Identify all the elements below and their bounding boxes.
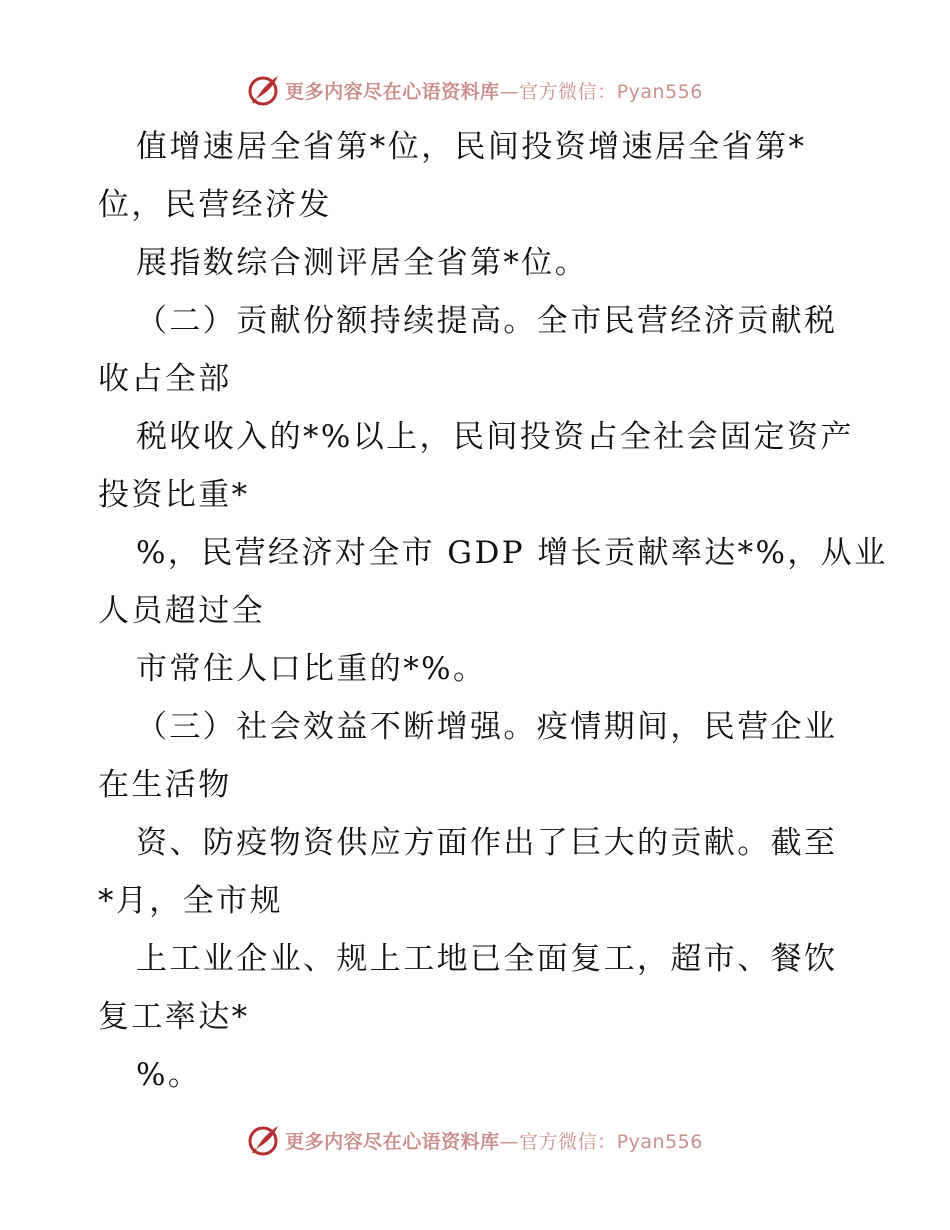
footer-watermark — [0, 1120, 950, 1160]
watermark-text — [285, 77, 703, 104]
text-line: 展指数综合测评居全省第*位。 — [136, 245, 589, 281]
watermark-site-name: 更多内容尽在心语资料库 — [285, 1130, 500, 1153]
watermark-wechat-id: Pyan556 — [616, 1130, 703, 1153]
feather-quill-circle-logo-icon — [247, 1123, 281, 1157]
document-body — [98, 118, 888, 1104]
text-line: 人员超过全 — [98, 593, 265, 629]
text-line: （二）贡献份额持续提高。全市民营经济贡献税 — [136, 303, 838, 339]
text-line: *月，全市规 — [98, 883, 283, 919]
text-line: 值增速居全省第*位，民间投资增速居全省第* — [136, 129, 807, 165]
text-line: %。 — [136, 1057, 202, 1093]
watermark-text — [285, 1127, 703, 1154]
text-line: 位，民营经济发 — [98, 187, 332, 223]
feather-quill-circle-logo-icon — [247, 73, 281, 107]
text-line: （三）社会效益不断增强。疫情期间，民营企业 — [136, 709, 838, 745]
header-watermark — [0, 70, 950, 110]
text-line: 上工业企业、规上工地已全面复工，超市、餐饮 — [136, 941, 838, 977]
watermark-dash: — — [499, 1130, 520, 1153]
text-line: 复工率达* — [98, 999, 250, 1035]
watermark-wechat-id: Pyan556 — [616, 80, 703, 103]
watermark-label: 官方微信： — [519, 80, 617, 103]
text-line: 市常住人口比重的*%。 — [136, 651, 487, 687]
watermark-site-name: 更多内容尽在心语资料库 — [285, 80, 500, 103]
text-line: %，民营经济对全市 GDP 增长贡献率达*%，从业 — [136, 535, 888, 571]
text-line: 投资比重* — [98, 477, 250, 513]
watermark-label: 官方微信： — [519, 1130, 617, 1153]
watermark-dash: — — [499, 80, 520, 103]
text-line: 在生活物 — [98, 767, 232, 803]
text-line: 税收收入的*%以上，民间投资占全社会固定资产 — [136, 419, 854, 455]
text-line: 收占全部 — [98, 361, 232, 397]
text-line: 资、防疫物资供应方面作出了巨大的贡献。截至 — [136, 825, 838, 861]
